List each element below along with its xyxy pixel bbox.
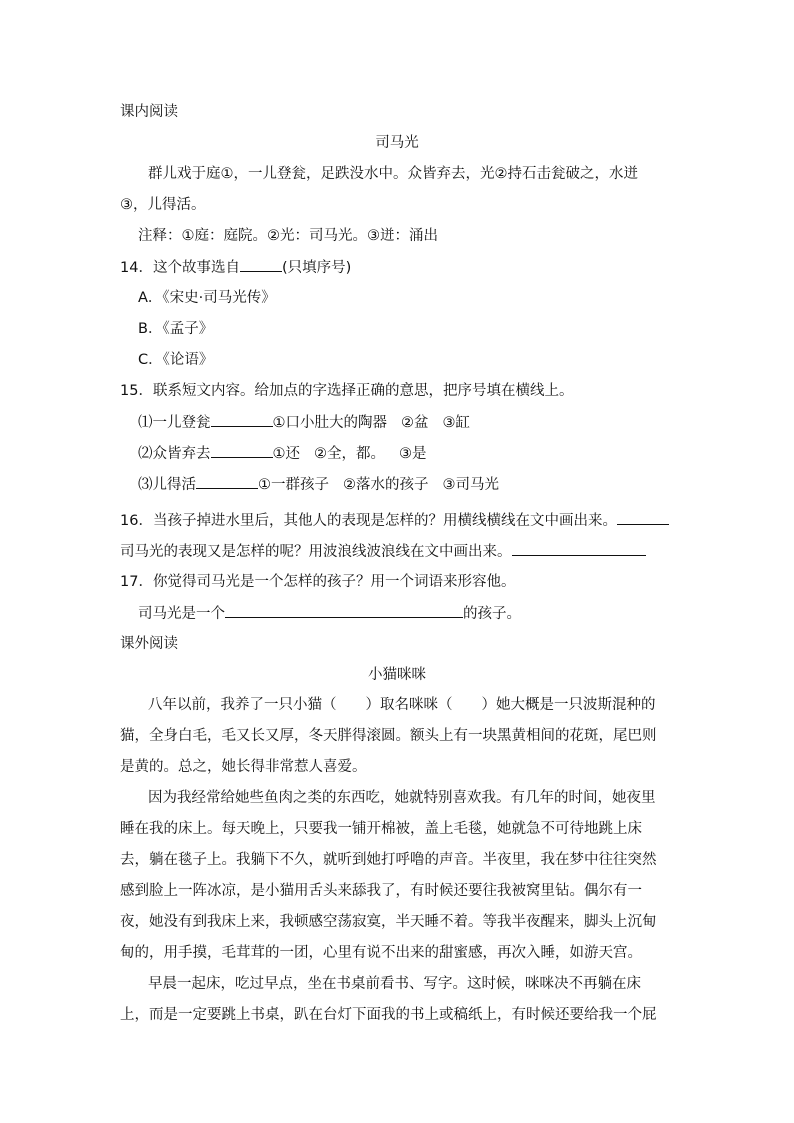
- story2-paragraph-1-line: 八年以前，我养了一只小猫（ ）取名咪咪（ ）她大概是一只波斯混种的: [148, 697, 656, 713]
- question-14: [120, 257, 351, 278]
- q14-stem-pre: 14．这个故事选自: [120, 260, 240, 276]
- q15-option: ③是: [399, 446, 427, 462]
- story2-paragraph-3-line: 上，而是一定要跳上书桌，趴在台灯下面我的书上或稿纸上，有时候还要给我一个屁: [120, 1007, 657, 1023]
- q15-option: ③司马光: [442, 477, 499, 493]
- q17-answer-blank[interactable]: [225, 603, 463, 618]
- q15-option: ①一群孩子: [258, 477, 329, 493]
- question-17-stem: 17．你觉得司马光是一个怎样的孩子？用一个词语来形容他。: [120, 574, 516, 590]
- q15-answer-blank[interactable]: [196, 474, 258, 489]
- q15-item-label: ⑴一儿登瓮: [138, 415, 211, 431]
- section-heading-in-class: 课内阅读: [120, 104, 178, 120]
- q14-answer-blank[interactable]: [240, 257, 282, 272]
- question-16-line-2: [120, 541, 646, 562]
- story1-title: 司马光: [375, 135, 419, 151]
- q17-answer-pre: 司马光是一个: [138, 606, 225, 622]
- q15-item-label: ⑶儿得活: [138, 477, 196, 493]
- question-15-stem: 15．联系短文内容。给加点的字选择正确的意思，把序号填在横线上。: [120, 383, 574, 399]
- q16-answer-blank-2[interactable]: [512, 541, 646, 556]
- story2-paragraph-2-line: 感到脸上一阵冰凉，是小猫用舌头来舔我了，有时候还要往我被窝里钻。偶尔有一: [120, 883, 642, 899]
- story1-text-line-2: ③，儿得活。: [120, 197, 206, 213]
- q17-answer-post: 的孩子。: [463, 606, 521, 622]
- story1-note: 注释：①庭：庭院。②光：司马光。③迸：涌出: [138, 228, 438, 244]
- q15-item-2: [138, 443, 427, 464]
- section-heading-extracurricular: 课外阅读: [120, 636, 178, 652]
- story2-paragraph-2-line: 因为我经常给她些鱼肉之类的东西吃，她就特别喜欢我。有几年的时间，她夜里: [148, 790, 656, 806]
- q15-option: ②盆: [401, 415, 429, 431]
- story2-paragraph-3-line: 早晨一起床，吃过早点，坐在书桌前看书、写字。这时候，咪咪决不再躺在床: [148, 976, 641, 992]
- q14-option-a: A．《宋史·司马光传》: [138, 290, 276, 306]
- q15-item-1: [138, 412, 470, 433]
- q14-option-c: C．《论语》: [138, 352, 214, 368]
- q15-option: ③缸: [442, 415, 470, 431]
- q16-text-1: 16．当孩子掉进水里后，其他人的表现是怎样的？用横线横线在文中画出来。: [120, 513, 617, 529]
- story2-paragraph-2-line: 去，躺在毯子上。我躺下不久，就听到她打呼噜的声音。半夜里，我在梦中往往突然: [120, 852, 657, 868]
- story2-paragraph-2-line: 甸的，用手摸，毛茸茸的一团，心里有说不出来的甜蜜感，再次入睡，如游天宫。: [120, 945, 642, 961]
- q14-option-b: B．《孟子》: [138, 321, 214, 337]
- question-16-line-1: [120, 510, 669, 531]
- q15-option: ②落水的孩子: [343, 477, 429, 493]
- story2-paragraph-1-line: 是黄的。总之，她长得非常惹人喜爱。: [120, 759, 367, 775]
- story2-paragraph-2-line: 睡在我的床上。每天晚上，只要我一铺开棉被，盖上毛毯，她就急不可待地跳上床: [120, 821, 642, 837]
- story2-title: 小猫咪咪: [368, 667, 426, 683]
- story2-paragraph-1-line: 猫，全身白毛，毛又长又厚，冬天胖得滚圆。额头上有一块黑黄相间的花斑，尾巴则: [120, 728, 657, 744]
- q15-answer-blank[interactable]: [211, 412, 273, 427]
- q17-answer-line: [138, 603, 521, 624]
- q15-item-3: [138, 474, 499, 495]
- q15-item-label: ⑵众皆弃去: [138, 446, 211, 462]
- story1-text-line-1: 群儿戏于庭①，一儿登瓮，足跌没水中。众皆弃去，光②持石击瓮破之，水迸: [148, 166, 638, 182]
- q16-answer-blank-1[interactable]: [617, 510, 669, 525]
- story2-paragraph-2-line: 夜，她没有到我床上来，我顿感空荡寂寞，半天睡不着。等我半夜醒来，脚头上沉甸: [120, 914, 657, 930]
- q15-option: ①还: [272, 446, 300, 462]
- q15-option: ①口小肚大的陶器: [272, 415, 387, 431]
- q14-stem-post: (只填序号): [281, 260, 352, 276]
- q16-text-2: 司马光的表现又是怎样的呢？用波浪线波浪线在文中画出来。: [120, 544, 512, 560]
- q15-answer-blank[interactable]: [211, 443, 273, 458]
- q15-option: ②全，都。: [314, 446, 385, 462]
